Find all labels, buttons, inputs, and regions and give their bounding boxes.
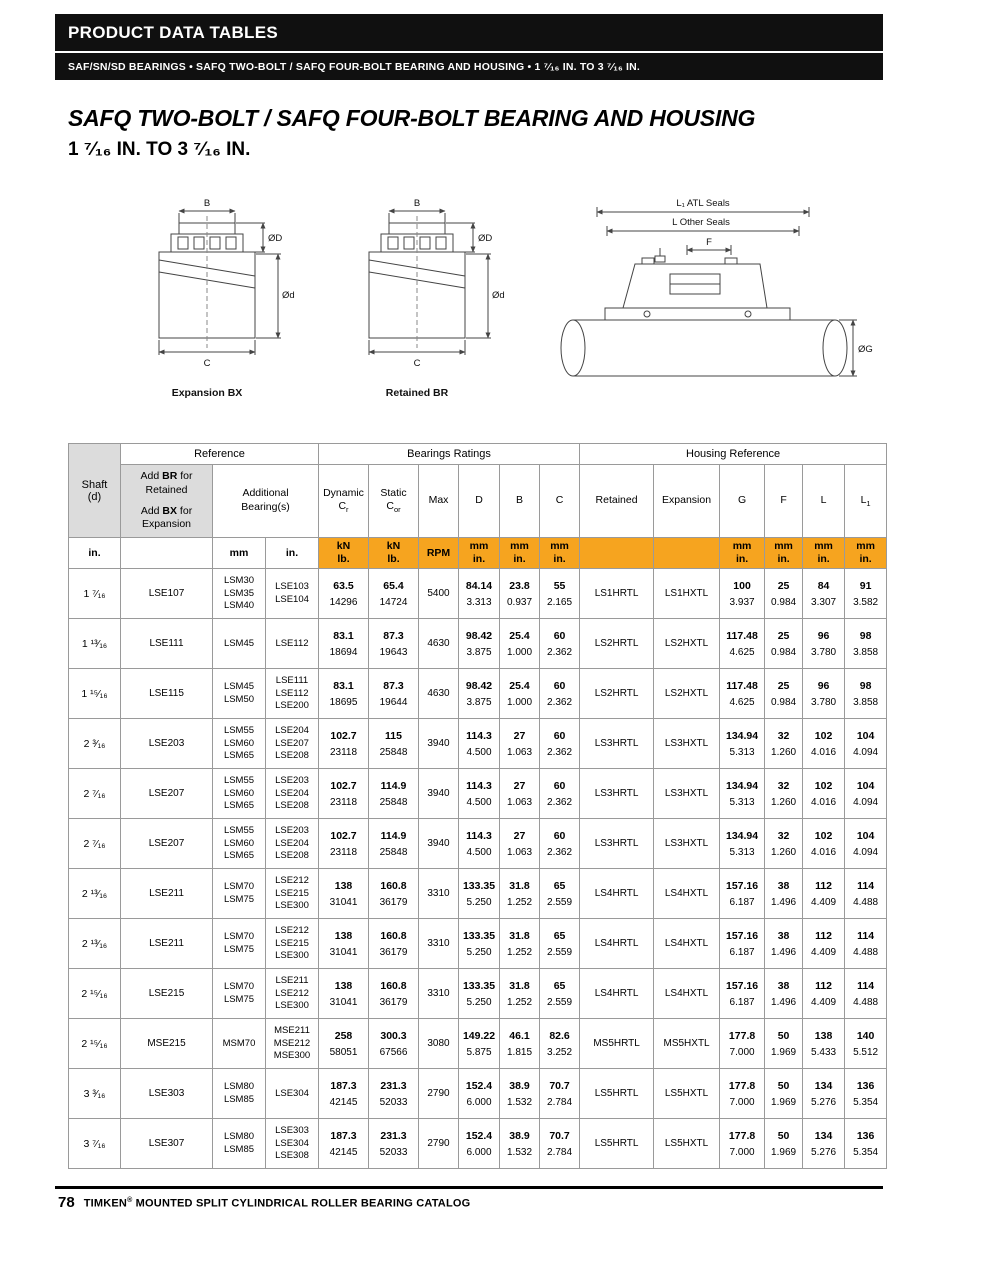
subsection-title: SAF/SN/SD BEARINGS • SAFQ TWO-BOLT / SAFQ FOUR-BOLT BEARING AND HOUSING • 1 ⁷⁄₁₆ IN. TO 3 ⁷⁄₁₆ IN. — [68, 60, 641, 73]
dim-l1-label: L₁ ATL Seals — [676, 198, 730, 209]
cell-dim-f: 38 1.496 — [765, 869, 803, 919]
col-header-max: Max — [419, 465, 459, 538]
table-row — [69, 669, 887, 719]
cell-additional-mm: LSM70 LSM75 — [213, 919, 266, 969]
cell-housing-retained: LS1HRTL — [580, 569, 654, 619]
units-shaft: in. — [69, 538, 121, 569]
cell-dim-g: 134.94 5.313 — [720, 819, 765, 869]
cell-base-bearing: LSE111 — [121, 619, 213, 669]
cell-dim-g: 117.48 4.625 — [720, 619, 765, 669]
col-header-dynamic: Dynamic $C_r$ — [319, 465, 369, 538]
cell-dim-l: 112 4.409 — [803, 919, 845, 969]
cell-shaft-size: 2 ¹³⁄₁₆ — [69, 869, 121, 919]
retained-br-caption: Retained BR — [385, 387, 449, 399]
cell-dim-c: 65 2.559 — [540, 969, 580, 1019]
cell-dim-d: 114.3 4.500 — [459, 769, 500, 819]
cell-static-rating: 114.9 25848 — [369, 819, 419, 869]
cell-dim-c: 60 2.362 — [540, 669, 580, 719]
table-row — [69, 769, 887, 819]
cell-housing-expansion: LS2HXTL — [654, 619, 720, 669]
col-header-retained: Retained — [580, 465, 654, 538]
units-d: mm in. — [459, 538, 500, 569]
cell-base-bearing: MSE215 — [121, 1019, 213, 1069]
dim-g-label: ØG — [858, 344, 873, 355]
cell-housing-expansion: LS5HXTL — [654, 1069, 720, 1119]
cell-dim-l: 84 3.307 — [803, 569, 845, 619]
cell-dim-b: 27 1.063 — [500, 819, 540, 869]
cell-dim-l1: 104 4.094 — [845, 769, 887, 819]
cell-dim-c: 65 2.559 — [540, 919, 580, 969]
page-title-line1: SAFQ TWO-BOLT / SAFQ FOUR-BOLT BEARING AND HOUSING — [68, 105, 756, 131]
cell-additional-in: LSE203 LSE204 LSE208 — [266, 819, 319, 869]
cell-housing-retained: LS2HRTL — [580, 669, 654, 719]
dim-od-label: ØD — [478, 233, 493, 244]
cell-housing-expansion: LS4HXTL — [654, 969, 720, 1019]
table-row — [69, 1119, 887, 1169]
cell-dim-c: 82.6 3.252 — [540, 1019, 580, 1069]
cell-dim-d: 152.4 6.000 — [459, 1069, 500, 1119]
cell-dim-d: 149.22 5.875 — [459, 1019, 500, 1069]
table-row — [69, 1019, 887, 1069]
page-title — [68, 105, 755, 161]
cell-housing-retained: MS5HRTL — [580, 1019, 654, 1069]
cell-housing-expansion: MS5HXTL — [654, 1019, 720, 1069]
units-dynamic: kN lb. — [319, 538, 369, 569]
table-row — [69, 969, 887, 1019]
cell-dim-f: 38 1.496 — [765, 969, 803, 1019]
cell-dim-c: 70.7 2.784 — [540, 1119, 580, 1169]
cell-dim-c: 60 2.362 — [540, 819, 580, 869]
cell-dim-f: 50 1.969 — [765, 1019, 803, 1069]
cell-housing-expansion: LS3HXTL — [654, 769, 720, 819]
cell-additional-mm: LSM55 LSM60 LSM65 — [213, 719, 266, 769]
cell-max-rpm: 3310 — [419, 919, 459, 969]
cell-additional-in: LSE303 LSE304 LSE308 — [266, 1119, 319, 1169]
cell-additional-in: LSE111 LSE112 LSE200 — [266, 669, 319, 719]
cell-dim-l1: 91 3.582 — [845, 569, 887, 619]
cell-max-rpm: 2790 — [419, 1069, 459, 1119]
cell-dim-l1: 114 4.488 — [845, 919, 887, 969]
col-header-shaft: Shaft (d) — [69, 444, 121, 538]
cell-dynamic-rating: 83.1 18695 — [319, 669, 369, 719]
cell-dim-c: 55 2.165 — [540, 569, 580, 619]
cell-dim-c: 60 2.362 — [540, 769, 580, 819]
cell-dim-l: 134 5.276 — [803, 1119, 845, 1169]
cell-additional-in: MSE211 MSE212 MSE300 — [266, 1019, 319, 1069]
cell-housing-expansion: LS5HXTL — [654, 1119, 720, 1169]
product-data-table — [68, 443, 887, 1169]
cell-dim-g: 157.16 6.187 — [720, 919, 765, 969]
units-mm-col: mm — [213, 538, 266, 569]
cell-dim-l1: 114 4.488 — [845, 869, 887, 919]
cell-dynamic-rating: 187.3 42145 — [319, 1119, 369, 1169]
section-header-bar — [55, 14, 883, 51]
col-header-l: L — [803, 465, 845, 538]
cell-static-rating: 300.3 67566 — [369, 1019, 419, 1069]
cell-base-bearing: LSE203 — [121, 719, 213, 769]
footer-text: TIMKEN® MOUNTED SPLIT CYLINDRICAL ROLLER BEARING CATALOG — [83, 1197, 471, 1210]
cell-static-rating: 115 25848 — [369, 719, 419, 769]
cell-dim-d: 133.35 5.250 — [459, 919, 500, 969]
cell-dim-d: 152.4 6.000 — [459, 1119, 500, 1169]
dim-d-label: Ød — [282, 290, 295, 301]
column-header-row — [69, 465, 887, 538]
dim-c-label: C — [413, 358, 421, 369]
cell-dim-g: 134.94 5.313 — [720, 769, 765, 819]
cell-dim-b: 25.4 1.000 — [500, 669, 540, 719]
group-header-reference: Reference — [121, 444, 319, 465]
col-header-additional-bearings: Additional Bearing(s) — [213, 465, 319, 538]
cell-static-rating: 87.3 19644 — [369, 669, 419, 719]
table-row — [69, 619, 887, 669]
cell-dim-l: 102 4.016 — [803, 819, 845, 869]
cell-dim-l: 134 5.276 — [803, 1069, 845, 1119]
dim-od-label: ØD — [268, 233, 283, 244]
cell-base-bearing: LSE211 — [121, 869, 213, 919]
cell-static-rating: 160.8 36179 — [369, 919, 419, 969]
cell-dim-b: 27 1.063 — [500, 719, 540, 769]
cell-dynamic-rating: 138 31041 — [319, 869, 369, 919]
cell-housing-retained: LS2HRTL — [580, 619, 654, 669]
cell-shaft-size: 1 ⁷⁄₁₆ — [69, 569, 121, 619]
cell-dynamic-rating: 138 31041 — [319, 969, 369, 1019]
cell-base-bearing: LSE207 — [121, 819, 213, 869]
cell-dim-b: 31.8 1.252 — [500, 869, 540, 919]
cell-housing-retained: LS3HRTL — [580, 769, 654, 819]
cell-dim-g: 117.48 4.625 — [720, 669, 765, 719]
page-number: 78 — [58, 1194, 75, 1211]
cell-dim-g: 177.8 7.000 — [720, 1119, 765, 1169]
cell-dim-b: 38.9 1.532 — [500, 1069, 540, 1119]
cell-max-rpm: 3310 — [419, 869, 459, 919]
technical-diagrams — [55, 196, 945, 431]
cell-static-rating: 160.8 36179 — [369, 869, 419, 919]
col-header-static: Static $C_{or}$ — [369, 465, 419, 538]
cell-housing-expansion: LS4HXTL — [654, 919, 720, 969]
cell-housing-retained: LS5HRTL — [580, 1119, 654, 1169]
col-header-expansion: Expansion — [654, 465, 720, 538]
cell-shaft-size: 3 ³⁄₁₆ — [69, 1069, 121, 1119]
cell-dim-l1: 114 4.488 — [845, 969, 887, 1019]
cell-dim-f: 32 1.260 — [765, 719, 803, 769]
units-b: mm in. — [500, 538, 540, 569]
units-max: RPM — [419, 538, 459, 569]
cell-dim-f: 25 0.984 — [765, 619, 803, 669]
cell-dim-g: 134.94 5.313 — [720, 719, 765, 769]
units-l1: mm in. — [845, 538, 887, 569]
cell-dim-l1: 136 5.354 — [845, 1119, 887, 1169]
cell-max-rpm: 4630 — [419, 619, 459, 669]
cell-dim-g: 177.8 7.000 — [720, 1069, 765, 1119]
cell-dim-l1: 104 4.094 — [845, 819, 887, 869]
cell-additional-mm: LSM30 LSM35 LSM40 — [213, 569, 266, 619]
units-g: mm in. — [720, 538, 765, 569]
cell-dim-c: 70.7 2.784 — [540, 1069, 580, 1119]
table-row — [69, 1069, 887, 1119]
col-header-add-br-bx: Add BR for Retained Add BX for Expansion — [121, 465, 213, 538]
cell-additional-mm: LSM80 LSM85 — [213, 1069, 266, 1119]
cell-dim-f: 32 1.260 — [765, 769, 803, 819]
cell-shaft-size: 3 ⁷⁄₁₆ — [69, 1119, 121, 1169]
col-header-b: B — [500, 465, 540, 538]
cell-dim-g: 157.16 6.187 — [720, 969, 765, 1019]
cell-housing-expansion: LS4HXTL — [654, 869, 720, 919]
cell-dim-d: 133.35 5.250 — [459, 969, 500, 1019]
units-retained — [580, 538, 654, 569]
cell-dim-l: 96 3.780 — [803, 619, 845, 669]
cell-housing-retained: LS3HRTL — [580, 819, 654, 869]
units-row — [69, 538, 887, 569]
cell-max-rpm: 5400 — [419, 569, 459, 619]
cell-shaft-size: 2 ⁷⁄₁₆ — [69, 769, 121, 819]
cell-dim-g: 100 3.937 — [720, 569, 765, 619]
cell-additional-in: LSE203 LSE204 LSE208 — [266, 769, 319, 819]
table-row — [69, 919, 887, 969]
cell-max-rpm: 4630 — [419, 669, 459, 719]
cell-dim-l: 112 4.409 — [803, 869, 845, 919]
dim-l-label: L Other Seals — [672, 217, 730, 228]
col-header-d: D — [459, 465, 500, 538]
cell-dim-d: 84.14 3.313 — [459, 569, 500, 619]
cell-dim-l: 138 5.433 — [803, 1019, 845, 1069]
cell-dim-g: 177.8 7.000 — [720, 1019, 765, 1069]
cell-dim-c: 65 2.559 — [540, 869, 580, 919]
cell-additional-mm: LSM55 LSM60 LSM65 — [213, 819, 266, 869]
cell-additional-mm: LSM45 LSM50 — [213, 669, 266, 719]
cell-static-rating: 231.3 52033 — [369, 1069, 419, 1119]
cell-dim-l: 102 4.016 — [803, 719, 845, 769]
cell-shaft-size: 1 ¹⁵⁄₁₆ — [69, 669, 121, 719]
cell-dim-d: 98.42 3.875 — [459, 669, 500, 719]
cell-dynamic-rating: 138 31041 — [319, 919, 369, 969]
cell-additional-mm: LSM70 LSM75 — [213, 869, 266, 919]
product-table-wrapper — [68, 443, 886, 1169]
cell-dim-f: 25 0.984 — [765, 569, 803, 619]
cell-base-bearing: LSE211 — [121, 919, 213, 969]
cell-dim-b: 46.1 1.815 — [500, 1019, 540, 1069]
cell-shaft-size: 2 ¹⁵⁄₁₆ — [69, 1019, 121, 1069]
cell-base-bearing: LSE303 — [121, 1069, 213, 1119]
cell-dim-f: 32 1.260 — [765, 819, 803, 869]
section-title: PRODUCT DATA TABLES — [68, 22, 278, 42]
table-row — [69, 819, 887, 869]
cell-dim-d: 133.35 5.250 — [459, 869, 500, 919]
expansion-bx-diagram — [115, 196, 315, 416]
cell-base-bearing: LSE115 — [121, 669, 213, 719]
cell-dim-b: 38.9 1.532 — [500, 1119, 540, 1169]
cell-shaft-size: 2 ⁷⁄₁₆ — [69, 819, 121, 869]
cell-dim-l: 102 4.016 — [803, 769, 845, 819]
cell-additional-in: LSE212 LSE215 LSE300 — [266, 919, 319, 969]
cell-dim-b: 31.8 1.252 — [500, 969, 540, 1019]
table-body — [69, 569, 887, 1169]
cell-static-rating: 65.4 14724 — [369, 569, 419, 619]
col-header-f: F — [765, 465, 803, 538]
cell-static-rating: 231.3 52033 — [369, 1119, 419, 1169]
cell-dim-f: 50 1.969 — [765, 1069, 803, 1119]
units-l: mm in. — [803, 538, 845, 569]
table-row — [69, 869, 887, 919]
cell-static-rating: 114.9 25848 — [369, 769, 419, 819]
col-header-g: G — [720, 465, 765, 538]
cell-max-rpm: 3310 — [419, 969, 459, 1019]
cell-dim-d: 98.42 3.875 — [459, 619, 500, 669]
cell-dim-l1: 104 4.094 — [845, 719, 887, 769]
cell-housing-expansion: LS3HXTL — [654, 819, 720, 869]
cell-housing-retained: LS4HRTL — [580, 919, 654, 969]
footer-rule — [55, 1186, 883, 1189]
cell-shaft-size: 2 ¹⁵⁄₁₆ — [69, 969, 121, 1019]
cell-base-bearing: LSE307 — [121, 1119, 213, 1169]
cell-additional-in: LSE212 LSE215 LSE300 — [266, 869, 319, 919]
cell-dim-g: 157.16 6.187 — [720, 869, 765, 919]
dim-b-label: B — [203, 198, 211, 209]
housing-seals-diagram — [535, 196, 880, 416]
dim-c-label: C — [203, 358, 211, 369]
cell-additional-mm: LSM70 LSM75 — [213, 969, 266, 1019]
cell-dim-b: 31.8 1.252 — [500, 919, 540, 969]
col-header-c: C — [540, 465, 580, 538]
cell-dim-l1: 98 3.858 — [845, 669, 887, 719]
cell-dim-b: 23.8 0.937 — [500, 569, 540, 619]
cell-dynamic-rating: 63.5 14296 — [319, 569, 369, 619]
cell-dim-l: 112 4.409 — [803, 969, 845, 1019]
units-in-col: in. — [266, 538, 319, 569]
cell-static-rating: 160.8 36179 — [369, 969, 419, 1019]
cell-dim-c: 60 2.362 — [540, 719, 580, 769]
cell-additional-mm: MSM70 — [213, 1019, 266, 1069]
cell-additional-mm: LSM55 LSM60 LSM65 — [213, 769, 266, 819]
cell-dynamic-rating: 83.1 18694 — [319, 619, 369, 669]
table-row — [69, 719, 887, 769]
cell-additional-in: LSE103 LSE104 — [266, 569, 319, 619]
cell-housing-retained: LS4HRTL — [580, 969, 654, 1019]
cell-static-rating: 87.3 19643 — [369, 619, 419, 669]
cell-dim-c: 60 2.362 — [540, 619, 580, 669]
cell-dim-f: 50 1.969 — [765, 1119, 803, 1169]
cell-additional-mm: LSM45 — [213, 619, 266, 669]
cell-additional-in: LSE211 LSE212 LSE300 — [266, 969, 319, 1019]
cell-dynamic-rating: 102.7 23118 — [319, 769, 369, 819]
cell-dim-d: 114.3 4.500 — [459, 819, 500, 869]
cell-dim-d: 114.3 4.500 — [459, 719, 500, 769]
cell-shaft-size: 2 ³⁄₁₆ — [69, 719, 121, 769]
cell-max-rpm: 3940 — [419, 819, 459, 869]
cell-base-bearing: LSE107 — [121, 569, 213, 619]
col-header-l1: $L_1$ — [845, 465, 887, 538]
units-add-br — [121, 538, 213, 569]
cell-dim-b: 25.4 1.000 — [500, 619, 540, 669]
group-header-housing-reference: Housing Reference — [580, 444, 887, 465]
units-static: kN lb. — [369, 538, 419, 569]
cell-housing-expansion: LS3HXTL — [654, 719, 720, 769]
group-header-bearings-ratings: Bearings Ratings — [319, 444, 580, 465]
cell-max-rpm: 3080 — [419, 1019, 459, 1069]
cell-dim-l1: 136 5.354 — [845, 1069, 887, 1119]
subsection-header-bar — [55, 53, 883, 80]
cell-housing-retained: LS5HRTL — [580, 1069, 654, 1119]
cell-dim-f: 38 1.496 — [765, 919, 803, 969]
units-c: mm in. — [540, 538, 580, 569]
cell-max-rpm: 3940 — [419, 769, 459, 819]
cell-dynamic-rating: 187.3 42145 — [319, 1069, 369, 1119]
table-row — [69, 569, 887, 619]
expansion-bx-caption: Expansion BX — [171, 387, 243, 399]
dim-b-label: B — [413, 198, 421, 209]
cell-dynamic-rating: 102.7 23118 — [319, 719, 369, 769]
dim-f-label: F — [706, 237, 712, 248]
cell-additional-in: LSE304 — [266, 1069, 319, 1119]
footer — [58, 1194, 470, 1211]
cell-housing-retained: LS3HRTL — [580, 719, 654, 769]
dim-d-label: Ød — [492, 290, 505, 301]
retained-br-diagram — [325, 196, 525, 416]
cell-housing-expansion: LS1HXTL — [654, 569, 720, 619]
cell-base-bearing: LSE215 — [121, 969, 213, 1019]
cell-dim-b: 27 1.063 — [500, 769, 540, 819]
cell-max-rpm: 2790 — [419, 1119, 459, 1169]
cell-dim-f: 25 0.984 — [765, 669, 803, 719]
cell-housing-expansion: LS2HXTL — [654, 669, 720, 719]
cell-dim-l1: 140 5.512 — [845, 1019, 887, 1069]
cell-additional-mm: LSM80 LSM85 — [213, 1119, 266, 1169]
cell-dim-l1: 98 3.858 — [845, 619, 887, 669]
page-title-line2: 1 ⁷⁄₁₆ IN. TO 3 ⁷⁄₁₆ IN. — [68, 139, 251, 160]
cell-max-rpm: 3940 — [419, 719, 459, 769]
cell-base-bearing: LSE207 — [121, 769, 213, 819]
cell-dynamic-rating: 102.7 23118 — [319, 819, 369, 869]
units-f: mm in. — [765, 538, 803, 569]
group-header-row — [69, 444, 887, 465]
cell-shaft-size: 2 ¹³⁄₁₆ — [69, 919, 121, 969]
cell-dim-l: 96 3.780 — [803, 669, 845, 719]
units-expansion — [654, 538, 720, 569]
cell-additional-in: LSE204 LSE207 LSE208 — [266, 719, 319, 769]
cell-shaft-size: 1 ¹³⁄₁₆ — [69, 619, 121, 669]
cell-additional-in: LSE112 — [266, 619, 319, 669]
cell-housing-retained: LS4HRTL — [580, 869, 654, 919]
cell-dynamic-rating: 258 58051 — [319, 1019, 369, 1069]
